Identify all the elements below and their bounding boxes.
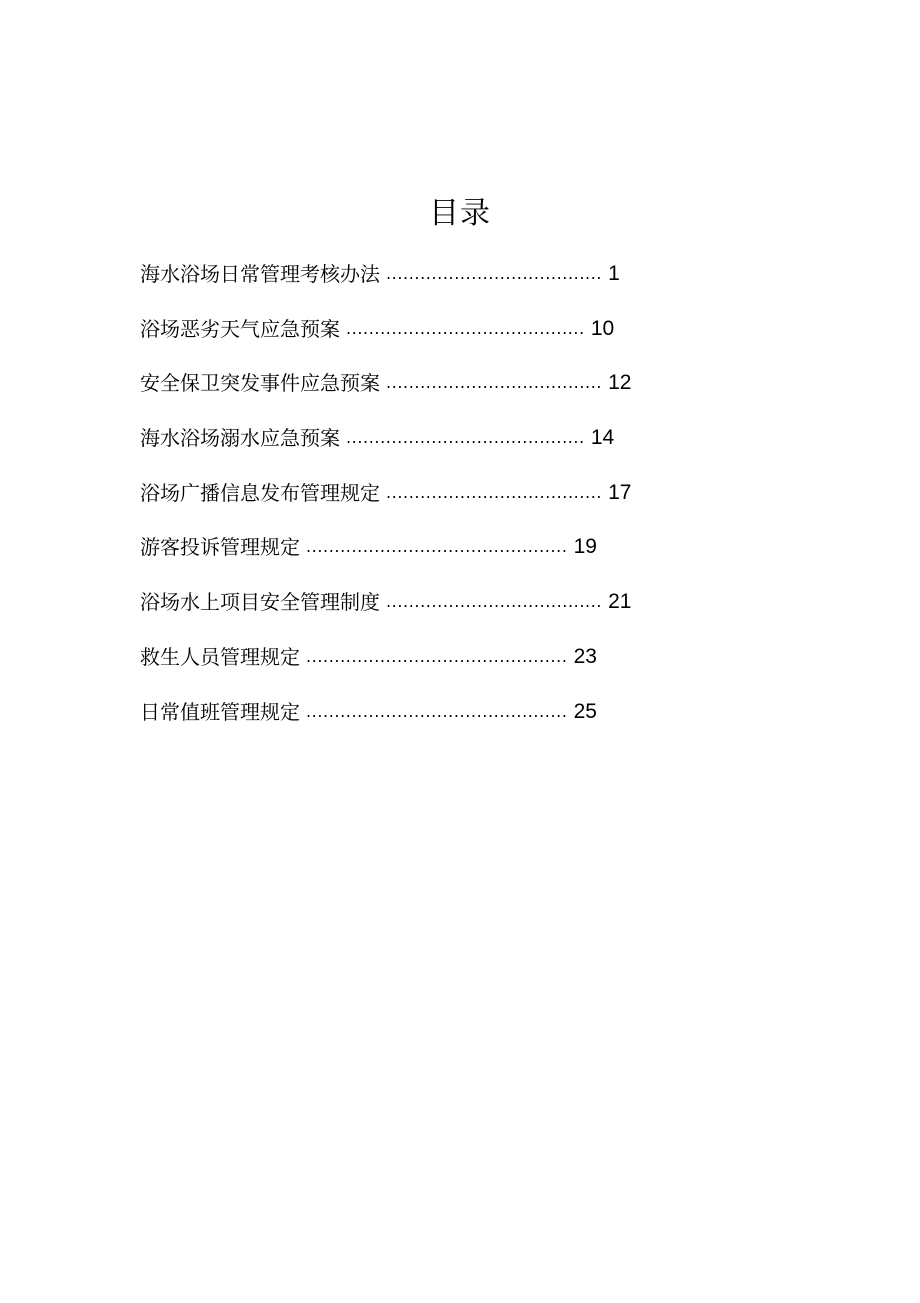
toc-leader-dots: .......................................... (346, 318, 585, 338)
toc-leader-dots: ...................................... (386, 482, 603, 502)
toc-page-number: 14 (590, 426, 615, 450)
toc-entry-title: 浴场广播信息发布管理规定 (140, 480, 380, 505)
toc-leader-dots: ...................................... (386, 592, 603, 612)
toc-entry-title: 海水浴场溺水应急预案 (140, 426, 340, 451)
toc-entry-title: 救生人员管理规定 (140, 644, 300, 669)
toc-entry[interactable] (140, 314, 631, 369)
toc-entry[interactable] (140, 587, 631, 642)
toc-page-number: 25 (573, 699, 597, 723)
toc-entry-title: 海水浴场日常管理考核办法 (140, 262, 380, 286)
toc-title: 目录 (429, 196, 491, 231)
toc-entry[interactable] (140, 532, 631, 587)
toc-entry-title: 浴场恶劣天气应急预案 (140, 316, 340, 341)
toc-leader-dots: ...................................... (386, 373, 603, 393)
toc-leader-dots: .......................................... (346, 428, 585, 448)
toc-leader-dots: ...................................... (386, 264, 603, 283)
toc-page-number: 19 (573, 535, 597, 559)
toc-leader-dots: .............................................. (306, 701, 568, 721)
toc-entry-title: 安全保卫突发事件应急预案 (140, 371, 380, 396)
toc-entry[interactable] (140, 368, 631, 423)
toc-page-number: 12 (608, 371, 632, 395)
toc-entry[interactable] (140, 642, 631, 697)
toc-page-number: 17 (608, 480, 632, 504)
toc-entry[interactable] (140, 478, 631, 533)
toc-entry-title: 游客投诉管理规定 (140, 535, 300, 560)
toc-entry[interactable] (140, 697, 631, 752)
toc-page-number: 10 (590, 316, 615, 340)
toc-page-number: 21 (608, 590, 632, 614)
toc-page-number: 1 (608, 262, 620, 285)
toc-leader-dots: .............................................. (306, 646, 568, 666)
toc-leader-dots: .............................................. (306, 537, 568, 557)
toc-entry[interactable] (140, 259, 631, 314)
toc-entry-title: 浴场水上项目安全管理制度 (140, 590, 380, 615)
toc-entry[interactable] (140, 423, 631, 478)
toc-page-number: 23 (573, 644, 597, 668)
toc-list (140, 259, 631, 751)
toc-entry-title: 日常值班管理规定 (140, 699, 300, 724)
